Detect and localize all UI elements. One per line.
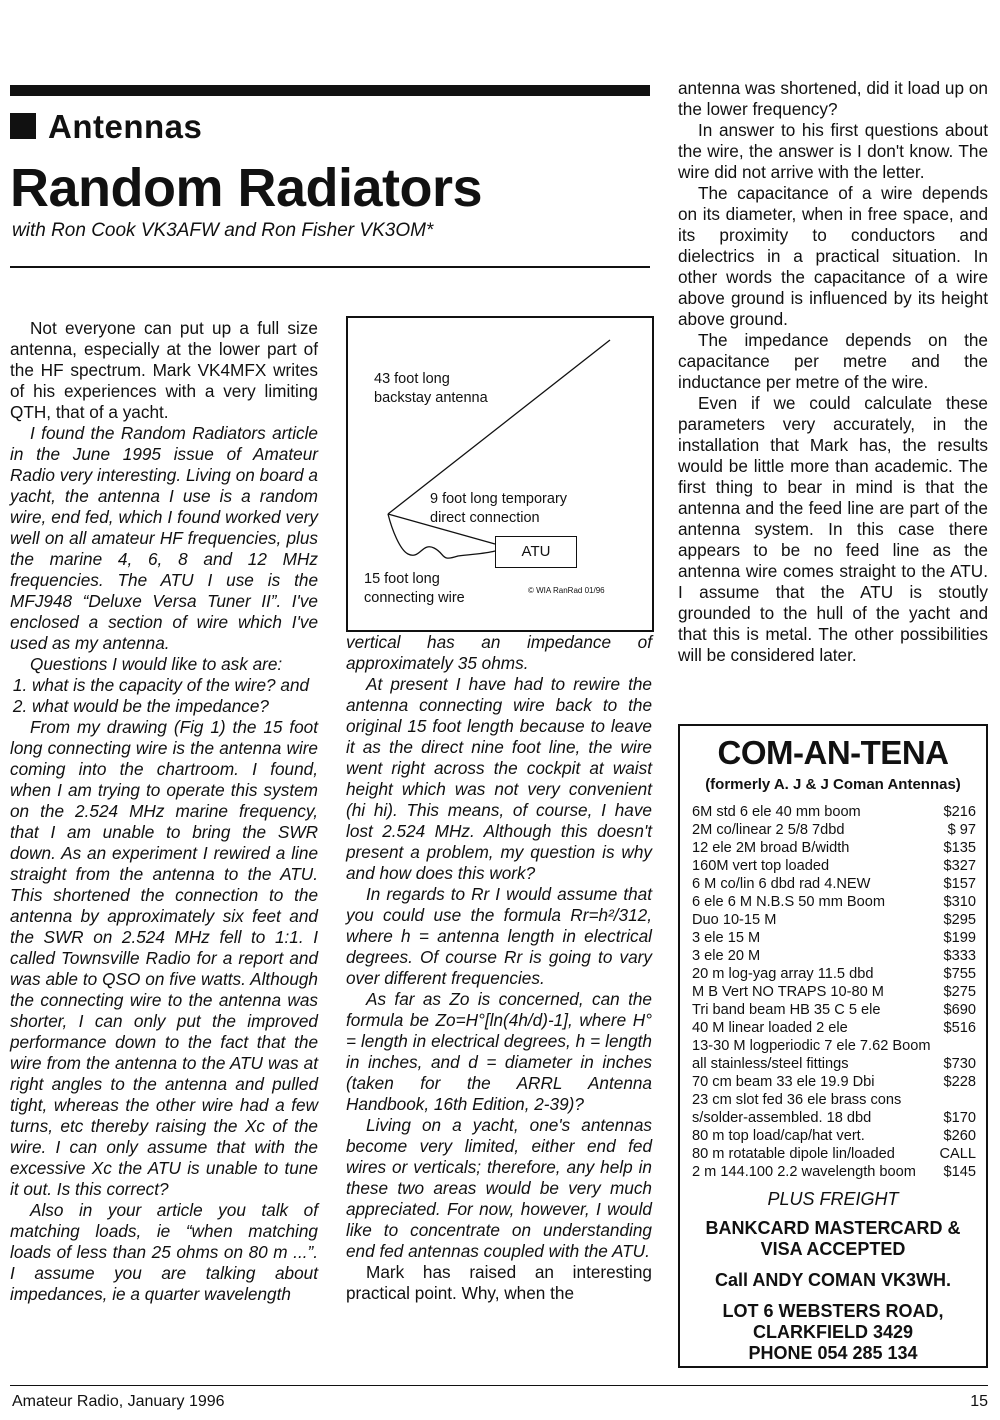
section-heading	[10, 108, 202, 146]
ad-cards-line-2: VISA ACCEPTED	[760, 1239, 906, 1259]
paragraph: Also in your article you talk of matching loads, ie “when matching loads of less than 25 ohms on 80 m ...”. I assume you are talking about impedances, ie a quarter wavelength	[10, 1200, 318, 1304]
ad-item-name: 3 ele 20 M	[692, 948, 761, 964]
article-title: Random Radiators	[10, 158, 483, 218]
ad-cards-line-1: BANKCARD MASTERCARD &	[705, 1218, 961, 1238]
ad-item-row	[692, 1037, 976, 1055]
ad-item-row	[692, 1055, 976, 1073]
ad-item-price: $170	[943, 1110, 976, 1126]
ad-item-row	[692, 1127, 976, 1145]
paragraph: In regards to Rr I would assume that you could use the formula Rr=h²/312, where h = antenna length in electrical degrees. Of course Rr is going to vary over different frequencies.	[346, 884, 652, 988]
section-label: Antennas	[48, 108, 203, 145]
ad-item-price: $690	[943, 1002, 976, 1018]
ad-contact: Call ANDY COMAN VK3WH.	[714, 1270, 952, 1290]
ad-price-list	[692, 803, 976, 1181]
column-2	[346, 632, 652, 1304]
list-item: 1. what is the capacity of the wire? and	[32, 675, 318, 696]
ad-item-name: s/solder-assembled. 18 dbd	[692, 1110, 872, 1126]
ad-item-row	[692, 1091, 976, 1109]
footer-publication: Amateur Radio, January 1996	[12, 1393, 225, 1410]
label-temporary: 9 foot long temporary direct connection	[430, 491, 568, 526]
ad-item-row	[692, 1109, 976, 1127]
ad-item-name: 80 m rotatable dipole lin/loaded	[692, 1146, 895, 1162]
column-1	[10, 318, 318, 1305]
page-number: 15	[970, 1393, 988, 1410]
label-backstay: 43 foot long backstay antenna	[374, 371, 488, 406]
ad-item-price: $199	[943, 930, 976, 946]
ad-item-row	[692, 965, 976, 983]
paragraph: From my drawing (Fig 1) the 15 foot long connecting wire is the antenna wire coming into the chartroom. I found, when I am trying to operate this system on the 2.524 MHz marine frequency, that I am unable to bring the SWR down. As an experiment I rewired a line straight from the antenna to the ATU. This shortened the connection to the antenna by approximately six feet and the SWR on 2.524 MHz fell to 1:1. I called Townsville Radio for a report and was able to QSO on five watts. Although the connecting wire to the antenna was shorter, I can only put the improved performance down to the fact that the wire from the antenna to the ATU was at right angles to the antenna and pulled tight, whereas the other wire had a few turns, etc thereby raising the Xc of the wire. I can only assume that with the excessive Xc the ATU is unable to tune it out. Is this correct?	[10, 717, 318, 1199]
ad-item-price: $216	[943, 804, 976, 820]
figure-copyright: © WIA RanRad 01/96	[528, 586, 605, 595]
label-connecting: 15 foot long connecting wire	[364, 571, 465, 606]
ad-item-name: M B Vert NO TRAPS 10-80 M	[692, 984, 884, 1000]
ad-item-row	[692, 1163, 976, 1181]
paragraph: Mark has raised an interesting practical point. Why, when the	[346, 1262, 652, 1303]
ad-item-row	[692, 1019, 976, 1037]
ad-item-price: $145	[943, 1164, 976, 1180]
ad-item-price: CALL	[939, 1146, 976, 1162]
ad-item-price: $275	[943, 984, 976, 1000]
backstay-antenna-line	[388, 340, 610, 514]
ad-item-row	[692, 839, 976, 857]
ad-item-name: 160M vert top loaded	[692, 858, 830, 874]
ad-item-name: 3 ele 15 M	[692, 930, 761, 946]
header-rule-bottom	[10, 266, 650, 268]
ad-item-name: 40 M linear loaded 2 ele	[692, 1020, 848, 1036]
ad-item-price: $295	[943, 912, 976, 928]
ad-item-row	[692, 857, 976, 875]
paragraph: Even if we could calculate these parameters very accurately, in the installation that Mark has, the results would be little more than academic. The first thing to bear in mind is that the antenna and the feed line are part of the antenna system. In this case there appears to be no feed line as the antenna wire comes straight to the ATU. I assume that the ATU is stoutly grounded to the hull of the yacht and that this is metal. The other possibilities will be considered later.	[678, 393, 988, 665]
paragraph: At present I have had to rewire the antenna connecting wire back to the original 15 foot length because to leave it as the direct nine foot line, the wire went right across the cockpit at waist height which was not very convenient (hi hi). This means, of course, I have lost 2.524 MHz. Although this doesn't present a problem, my question is why and how does this work?	[346, 674, 652, 883]
ad-address-1: LOT 6 WEBSTERS ROAD,	[722, 1301, 944, 1321]
paragraph: Not everyone can put up a full size antenna, especially at the lower part of the HF spectrum. Mark VK4MFX writes of his experiences with a very limiting QTH, that of a yacht.	[10, 318, 318, 422]
ad-item-row	[692, 1145, 976, 1163]
header-rule-top	[10, 85, 650, 96]
ad-item-row	[692, 1073, 976, 1091]
ad-item-price: $260	[943, 1128, 976, 1144]
question-list	[10, 675, 318, 717]
ad-item-price: $228	[943, 1074, 976, 1090]
list-item: 2. what would be the impedance?	[32, 696, 318, 717]
ad-title: COM-AN-TENA	[717, 734, 949, 771]
ad-item-name: 6M std 6 ele 40 mm boom	[692, 804, 861, 820]
ad-item-name: Tri band beam HB 35 C 5 ele	[692, 1002, 881, 1018]
ad-address-2: CLARKFIELD 3429	[752, 1322, 914, 1342]
ad-item-row	[692, 821, 976, 839]
ad-item-row	[692, 803, 976, 821]
figure-1-diagram	[346, 316, 654, 632]
paragraph: Questions I would like to ask are:	[30, 654, 283, 674]
ad-item-price: $310	[943, 894, 976, 910]
ad-item-name: 80 m top load/cap/hat vert.	[692, 1128, 865, 1144]
ad-item-row	[692, 893, 976, 911]
ad-item-price: $327	[943, 858, 976, 874]
ad-item-name: 20 m log-yag array 11.5 dbd	[692, 966, 874, 982]
ad-item-row	[692, 1001, 976, 1019]
ad-item-name: 70 cm beam 33 ele 19.9 Dbi	[692, 1074, 875, 1090]
ad-item-name: 13-30 M logperiodic 7 ele 7.62 Boom	[692, 1038, 931, 1054]
paragraph: vertical has an impedance of approximately 35 ohms.	[346, 632, 652, 673]
ad-item-name: 6 ele 6 M N.B.S 50 mm Boom	[692, 894, 886, 910]
ad-item-price: $135	[943, 840, 976, 856]
ad-item-name: all stainless/steel fittings	[692, 1056, 849, 1072]
ad-item-price: $157	[943, 876, 976, 892]
footer-rule	[10, 1385, 988, 1386]
paragraph: I found the Random Radiators article in the June 1995 issue of Amateur Radio very interesting. Living on board a yacht, the antenna I use is a random wire, end fed, which I found worked very well on all amateur HF frequencies, plus the marine 4, 6, 8 and 12 MHz frequencies. The ATU I use is the MFJ948 “Deluxe Versa Tuner II”. I've enclosed a section of wire which I've used as my antenna.	[10, 423, 318, 653]
ad-subtitle: (formerly A. J & J Coman Antennas)	[705, 776, 961, 793]
ad-item-price: $755	[943, 966, 976, 982]
ad-item-name: Duo 10-15 M	[692, 912, 777, 928]
ad-item-row	[692, 875, 976, 893]
ad-item-name: 2 m 144.100 2.2 wavelength boom	[692, 1164, 916, 1180]
square-bullet-icon	[10, 113, 36, 139]
paragraph: The capacitance of a wire depends on its diameter, when in free space, and its proximity to conductors and dielectrics in a practical situation. In other words the capacitance of a wire above ground is influenced by its height above ground.	[678, 183, 988, 329]
ad-item-price: $730	[943, 1056, 976, 1072]
ad-item-row	[692, 983, 976, 1001]
ad-item-row	[692, 947, 976, 965]
ad-item-name: 23 cm slot fed 36 ele brass cons	[692, 1092, 902, 1108]
atu-box: ATU	[495, 536, 577, 568]
paragraph: antenna was shortened, did it load up on the lower frequency?	[678, 78, 988, 119]
ad-item-price: $333	[943, 948, 976, 964]
ad-item-price: $516	[943, 1020, 976, 1036]
paragraph: The impedance depends on the capacitance per metre and the inductance per metre of the wire.	[678, 330, 988, 392]
column-3	[678, 78, 988, 666]
ad-item-row	[692, 929, 976, 947]
byline: with Ron Cook VK3AFW and Ron Fisher VK3OM*	[12, 220, 434, 241]
ad-item-name: 6 M co/lin 6 dbd rad 4.NEW	[692, 876, 871, 892]
paragraph: Living on a yacht, one's antennas become very limited, either end fed wires or verticals; therefore, any help in these two areas would be very much appreciated. For now, however, I would like to concentrate on understanding end fed antennas coupled with the ATU.	[346, 1115, 652, 1261]
ad-item-name: 2M co/linear 2 5/8 7dbd	[692, 822, 845, 838]
advertisement-box	[678, 724, 988, 1368]
paragraph: As far as Zo is concerned, can the formula be Zo=H°[ln(4h/d)-1], where H° = length in electrical degrees, h = length in inches, and d = diameter in inches (taken for the ARRL Antenna Handbook, 16th Edition, 2-39)?	[346, 989, 652, 1114]
ad-freight: PLUS FREIGHT	[767, 1189, 899, 1209]
ad-item-row	[692, 911, 976, 929]
ad-item-price: $ 97	[947, 822, 976, 838]
ad-phone: PHONE 054 285 134	[748, 1343, 918, 1363]
ad-item-name: 12 ele 2M broad B/width	[692, 840, 850, 856]
paragraph: In answer to his first questions about the wire, the answer is I don't know. The wire did not arrive with the letter.	[678, 120, 988, 182]
